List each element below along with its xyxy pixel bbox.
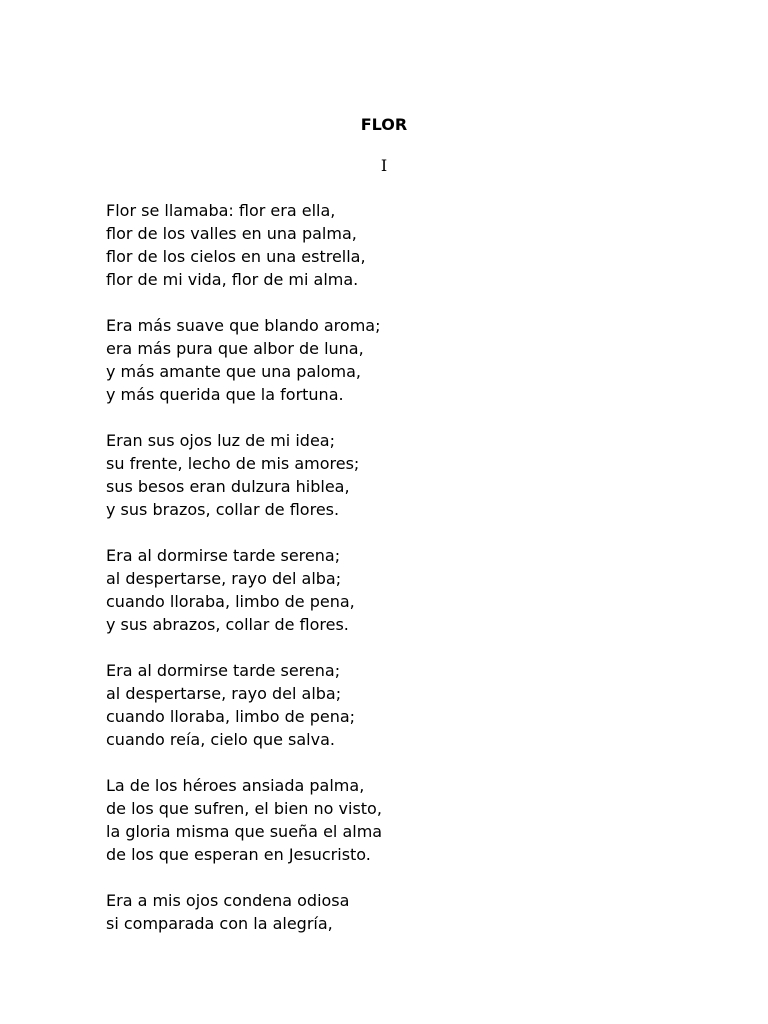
verse-line: de los que sufren, el bien no visto, xyxy=(106,799,382,818)
verse-line: cuando lloraba, limbo de pena, xyxy=(106,592,355,611)
verse-line: si comparada con la alegría, xyxy=(106,914,333,933)
verse-line: de los que esperan en Jesucristo. xyxy=(106,845,371,864)
section-numeral: I xyxy=(380,156,388,175)
verse-line: era más pura que albor de luna, xyxy=(106,339,364,358)
verse-line: y más querida que la fortuna. xyxy=(106,385,344,404)
verse-line: la gloria misma que sueña el alma xyxy=(106,822,383,841)
verse-line: sus besos eran dulzura hiblea, xyxy=(106,477,350,496)
verse-line: flor de mi vida, flor de mi alma. xyxy=(106,270,359,289)
stanza xyxy=(106,429,726,521)
stanza xyxy=(106,544,726,636)
stanza xyxy=(106,889,726,935)
verse-line: Eran sus ojos luz de mi idea; xyxy=(106,431,335,450)
verse-line: Era al dormirse tarde serena; xyxy=(106,546,341,565)
stanza xyxy=(106,199,726,291)
verse-line: su frente, lecho de mis amores; xyxy=(106,454,360,473)
verse-line: al despertarse, rayo del alba; xyxy=(106,569,342,588)
poem-title xyxy=(0,114,768,136)
stanza xyxy=(106,774,726,866)
verse-line: al despertarse, rayo del alba; xyxy=(106,684,342,703)
verse-line: Era más suave que blando aroma; xyxy=(106,316,381,335)
verse-line: cuando lloraba, limbo de pena; xyxy=(106,707,356,726)
poem-body xyxy=(106,199,726,958)
verse-line: y sus brazos, collar de flores. xyxy=(106,500,340,519)
verse-line: Era a mis ojos condena odiosa xyxy=(106,891,350,910)
verse-line: La de los héroes ansiada palma, xyxy=(106,776,365,795)
verse-line: flor de los cielos en una estrella, xyxy=(106,247,366,266)
verse-line: cuando reía, cielo que salva. xyxy=(106,730,335,749)
verse-line: flor de los valles en una palma, xyxy=(106,224,357,243)
stanza xyxy=(106,314,726,406)
verse-line: y más amante que una paloma, xyxy=(106,362,361,381)
verse-line: Flor se llamaba: flor era ella, xyxy=(106,201,336,220)
poem-title-text: FLOR xyxy=(360,115,408,134)
stanza xyxy=(106,659,726,751)
verse-line: y sus abrazos, collar de flores. xyxy=(106,615,349,634)
verse-line: Era al dormirse tarde serena; xyxy=(106,661,341,680)
